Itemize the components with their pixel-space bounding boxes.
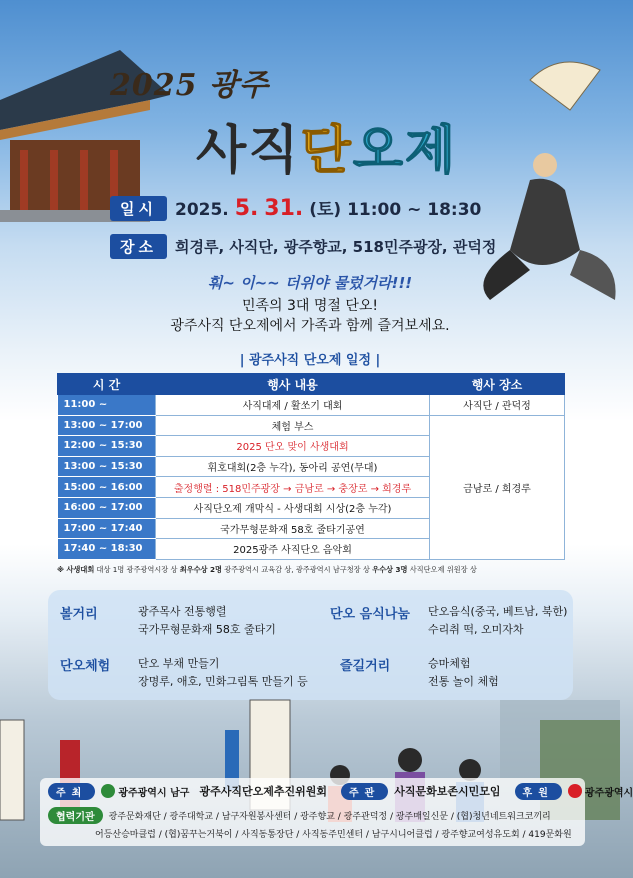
organizer: 사직문화보존시민모임 xyxy=(394,785,501,798)
note-text-2: 광주광역시 교육감 상, 광주광역시 남구청장 상 xyxy=(221,565,373,574)
schedule-title: | 광주사직 단오제 일정 | xyxy=(239,353,381,368)
place-value: 희경루, 사직단, 광주향교, 518민주광장, 관덕정 xyxy=(174,237,497,256)
header-time: 시 간 xyxy=(58,374,156,395)
row-time: 11:00 ~ xyxy=(58,395,156,416)
row-event: 사직단오제 개막식 - 사생대회 시상(2층 누각) xyxy=(156,497,430,518)
schedule-header-row xyxy=(58,374,565,395)
note-text-3: 사직단오제 위원장 상 xyxy=(407,565,477,574)
program-line: 전통 놀이 체험 xyxy=(428,675,499,688)
program-head: 볼거리 xyxy=(60,607,98,622)
row-time: 16:00 ~ 17:00 xyxy=(58,497,156,518)
row-event: 국가무형문화재 58호 줄타기공연 xyxy=(156,518,430,539)
sponsor-logo: 광주광역시 xyxy=(568,784,633,799)
place-row xyxy=(110,232,496,260)
title-part-dan: 단 xyxy=(300,120,353,181)
program-head: 단오체험 xyxy=(60,659,111,674)
intro-line-1: 민족의 3대 명절 단오! xyxy=(241,298,379,314)
row-event: 2025 단오 맞이 사생대회 xyxy=(156,436,430,457)
header-place: 행사 장소 xyxy=(430,374,565,395)
intro-text xyxy=(0,296,620,336)
host-org: 광주사직단오제추진위원회 xyxy=(199,785,327,798)
program-head: 즐길거리 xyxy=(340,659,391,674)
partner-row-2 xyxy=(95,824,572,842)
note-award-2: 최우수상 2명 xyxy=(179,565,222,574)
note-award-3: 우수상 3명 xyxy=(372,565,408,574)
partners-line-1: 광주문화재단 / 광주대학교 / 남구자원봉사센터 / 광주향교 / 광주관덕정 / 광주매일신문 / (협)청년네트워크코끼리 xyxy=(108,811,551,822)
row-time: 17:00 ~ 17:40 xyxy=(58,518,156,539)
title-part-oje: 오제 xyxy=(352,120,458,181)
row-time: 12:00 ~ 15:30 xyxy=(58,436,156,457)
partners-line-2: 어등산승마클럽 / (협)꿈꾸는거북이 / 사직동통장단 / 사직동주민센터 / 남구시니어클럽 / 광주향교여성유도회 / 419문화원 xyxy=(95,829,572,840)
date-label: 일시 xyxy=(110,196,167,221)
program-line: 승마체험 xyxy=(428,657,471,670)
title-part-sajik: 사직 xyxy=(196,120,301,181)
program-line: 수리취 떡, 오미자차 xyxy=(428,623,524,636)
organizer-label: 주관 xyxy=(341,783,388,800)
program-line: 장명루, 애호, 민화그림톡 만들기 등 xyxy=(138,675,308,688)
note-prefix: ※ 사생대회 xyxy=(57,565,95,574)
gwangju-logo-icon xyxy=(568,784,582,798)
date-value xyxy=(175,195,481,221)
intro-line-2: 광주사직 단오제에서 가족과 함께 즐겨보세요. xyxy=(170,318,450,334)
row-event: 휘호대회(2층 누각), 동아리 공연(무대) xyxy=(156,456,430,477)
row-time: 15:00 ~ 16:00 xyxy=(58,477,156,498)
program-line: 단오 부채 만들기 xyxy=(138,657,220,670)
partner-row xyxy=(48,806,551,824)
table-row xyxy=(58,415,565,436)
partner-label: 협력기관 xyxy=(48,807,103,824)
row-event: 체험 부스 xyxy=(156,415,430,436)
place-label: 장소 xyxy=(110,234,167,259)
row-time: 13:00 ~ 17:00 xyxy=(58,415,156,436)
date-row xyxy=(110,194,481,222)
fan-dancer-illustration xyxy=(470,50,620,310)
festival-title xyxy=(196,108,486,180)
program-line: 국가무형문화재 58호 줄타기 xyxy=(138,623,276,636)
program-line: 단오음식(중국, 베트남, 북한) xyxy=(428,605,568,618)
date-time: (토) 11:00 ~ 18:30 xyxy=(309,200,482,220)
note-text-1: 대상 1명 광주광역시장 상 xyxy=(94,565,180,574)
row-time: 17:40 ~ 18:30 xyxy=(58,539,156,560)
host-row xyxy=(48,782,633,800)
award-note xyxy=(57,565,567,575)
program-line: 광주목사 전통행렬 xyxy=(138,605,227,618)
row-place: 사직단 / 관덕정 xyxy=(430,395,565,416)
header-event: 행사 내용 xyxy=(156,374,430,395)
program-head: 단오 음식나눔 xyxy=(330,607,410,622)
sponsor-label: 후원 xyxy=(515,783,562,800)
row-time: 13:00 ~ 15:30 xyxy=(58,456,156,477)
table-row xyxy=(58,395,565,416)
slogan: 훠~ 이~~ 더위야 물렀거라!!! xyxy=(207,274,413,292)
host-label: 주최 xyxy=(48,783,95,800)
host-logo: 광주광역시 남구 xyxy=(101,784,189,799)
title-year-line: 2025 광주 xyxy=(110,68,269,103)
schedule-table xyxy=(57,373,565,560)
date-month: 5. xyxy=(234,196,259,221)
row-event: 출정행렬 : 518민주광장 → 금남로 → 충장로 → 희경루 xyxy=(156,477,430,498)
date-day: 31. xyxy=(264,196,304,221)
date-year: 2025. xyxy=(174,200,229,220)
row-event: 사직대제 / 활쏘기 대회 xyxy=(156,395,430,416)
merged-place: 금남로 / 희경루 xyxy=(430,415,565,559)
namgu-logo-icon xyxy=(101,784,115,798)
row-event: 2025광주 사직단오 음악회 xyxy=(156,539,430,560)
